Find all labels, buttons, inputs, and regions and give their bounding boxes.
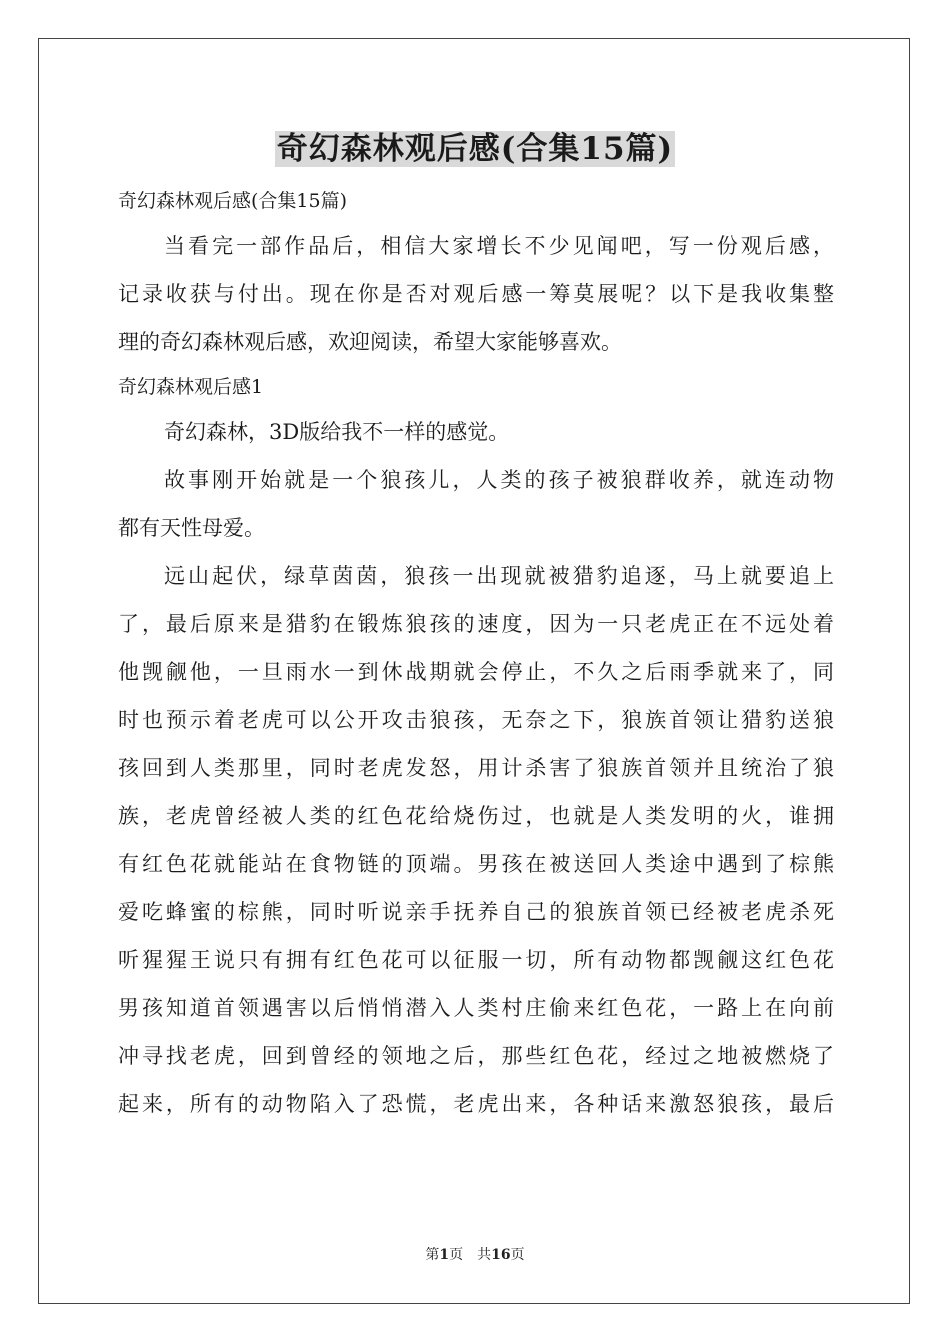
section-heading: 奇幻森林观后感1 — [118, 376, 264, 398]
page-footer — [0, 1244, 950, 1264]
subtitle: 奇幻森林观后感(合集15篇) — [118, 190, 348, 212]
footer-suffix: 页 — [510, 1247, 525, 1263]
title-text: 奇幻森林观后感(合集15篇) — [276, 131, 674, 167]
paragraph-line: 奇幻森林，3D版给我不一样的感觉。 — [164, 420, 510, 444]
footer-prefix: 第 — [425, 1247, 440, 1263]
document-title — [0, 126, 950, 172]
current-page-number: 1 — [439, 1247, 450, 1263]
document-body — [118, 180, 834, 1128]
paragraph-line: 时也预示着老虎可以公开攻击狼孩，无奈之下，狼族首领让猎豹送狼 — [118, 708, 834, 732]
paragraph-line: 他觊觎他，一旦雨水一到休战期就会停止，不久之后雨季就来了，同 — [118, 660, 834, 684]
paragraph-line: 起来，所有的动物陷入了恐慌，老虎出来，各种话来激怒狼孩，最后 — [118, 1092, 834, 1116]
paragraph-line: 爱吃蜂蜜的棕熊，同时听说亲手抚养自己的狼族首领已经被老虎杀死 — [118, 900, 834, 924]
paragraph-line: 族，老虎曾经被人类的红色花给烧伤过，也就是人类发明的火，谁拥 — [118, 804, 834, 828]
footer-mid: 页 共 — [449, 1247, 492, 1263]
intro-line: 理的奇幻森林观后感，欢迎阅读，希望大家能够喜欢。 — [118, 330, 622, 354]
intro-line: 当看完一部作品后，相信大家增长不少见闻吧，写一份观后感， — [164, 234, 834, 258]
paragraph-line: 听猩猩王说只有拥有红色花可以征服一切，所有动物都觊觎这红色花 — [118, 948, 834, 972]
total-page-count: 16 — [491, 1247, 511, 1263]
paragraph-line: 都有天性母爱。 — [118, 516, 265, 540]
paragraph-line: 故事刚开始就是一个狼孩儿，人类的孩子被狼群收养，就连动物 — [164, 468, 834, 492]
paragraph-line: 孩回到人类那里，同时老虎发怒，用计杀害了狼族首领并且统治了狼 — [118, 756, 834, 780]
intro-line: 记录收获与付出。现在你是否对观后感一筹莫展呢？以下是我收集整 — [118, 282, 834, 306]
paragraph-line: 有红色花就能站在食物链的顶端。男孩在被送回人类途中遇到了棕熊 — [118, 852, 834, 876]
paragraph-line: 了，最后原来是猎豹在锻炼狼孩的速度，因为一只老虎正在不远处着 — [118, 612, 834, 636]
paragraph-line: 远山起伏，绿草茵茵，狼孩一出现就被猎豹追逐，马上就要追上 — [164, 564, 834, 588]
paragraph-line: 男孩知道首领遇害以后悄悄潜入人类村庄偷来红色花，一路上在向前 — [118, 996, 834, 1020]
paragraph-line: 冲寻找老虎，回到曾经的领地之后，那些红色花，经过之地被燃烧了 — [118, 1044, 834, 1068]
